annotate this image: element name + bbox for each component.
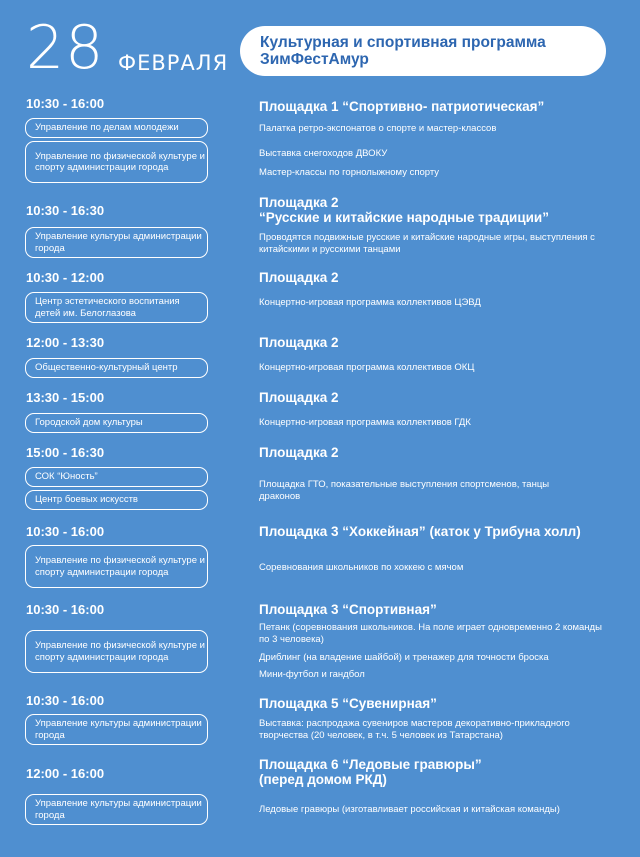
activity-item: Палатка ретро-экспонатов о спорте и мастер-классов <box>259 123 497 134</box>
activity-item: Мини-футбол и гандбол <box>259 669 365 680</box>
title-line-1: Культурная и спортивная программа <box>260 34 546 51</box>
activity-item: Выставка снегоходов ДВОКУ <box>259 148 388 159</box>
activity-item: Концертно-игровая программа коллективов ГДК <box>259 417 471 428</box>
venue-title-line-2: “Русские и китайские народные традиции” <box>259 210 549 225</box>
organizer-badge: СОК “Юность” <box>25 467 208 487</box>
organizer-badge: Центр боевых искусств <box>25 490 208 510</box>
venue-title: Площадка 5 “Сувенирная” <box>259 696 437 711</box>
activity-item: Концертно-игровая программа коллективов ЦЭВД <box>259 297 481 308</box>
organizer-badge: Городской дом культуры <box>25 413 208 433</box>
time-slot: 10:30 - 16:00 <box>26 96 105 111</box>
date-month: ФЕВРАЛЯ <box>118 51 229 75</box>
organizer-badge: Управление по физической культуре и спорту администрации города <box>25 630 208 673</box>
organizer-badge: Управление культуры администрации города <box>25 794 208 825</box>
time-slot: 10:30 - 16:00 <box>26 524 105 539</box>
organizer-badge: Управление по физической культуре и спорту администрации города <box>25 545 208 588</box>
activity-item: Проводятся подвижные русские и китайские народные игры, выступления с китайскими и русскими танцами <box>259 232 595 255</box>
title-banner <box>240 26 606 76</box>
title-line-2: ЗимФестАмур <box>260 51 369 68</box>
time-slot: 12:00 - 16:00 <box>26 766 105 781</box>
venue-title: Площадка 2 <box>259 445 339 460</box>
organizer-badge: Управление по физической культуре и спорту администрации города <box>25 141 208 183</box>
date-day: 28 <box>26 13 105 83</box>
venue-title: Площадка 2 <box>259 390 339 405</box>
organizer-badge: Управление культуры администрации города <box>25 714 208 745</box>
time-slot: 10:30 - 16:00 <box>26 602 105 617</box>
activity-item: Концертно-игровая программа коллективов ОКЦ <box>259 362 475 373</box>
activity-item: Выставка: распродажа сувениров мастеров декоративно-прикладного творчества (20 человек, в т.ч. 5 человек из Татарстана) <box>259 718 570 741</box>
time-slot: 10:30 - 16:00 <box>26 693 105 708</box>
venue-title-line-2: (перед домом РКД) <box>259 772 387 787</box>
activity-item: Ледовые гравюры (изготавливает российская и китайская команды) <box>259 804 560 815</box>
organizer-badge: Центр эстетического воспитания детей им. Белоглазова <box>25 292 208 323</box>
activity-item: Мастер-классы по горнолыжному спорту <box>259 167 440 178</box>
venue-title: Площадка 2 <box>259 335 339 350</box>
time-slot: 10:30 - 12:00 <box>26 270 105 285</box>
organizer-badge: Управление культуры администрации города <box>25 227 208 258</box>
organizer-badge: Общественно-культурный центр <box>25 358 208 378</box>
time-slot: 10:30 - 16:30 <box>26 203 105 218</box>
activity-item: Соревнования школьников по хоккею с мячом <box>259 562 464 573</box>
venue-title: Площадка 2 <box>259 270 339 285</box>
venue-title: Площадка 3 “Хоккейная” (каток у Трибуна холл) <box>259 524 581 539</box>
venue-title-line-1: Площадка 6 “Ледовые гравюры” <box>259 757 482 772</box>
venue-title: Площадка 3 “Спортивная” <box>259 602 437 617</box>
activity-item: Дриблинг (на владение шайбой) и тренажер для точности броска <box>259 652 549 663</box>
venue-title: Площадка 1 “Спортивно- патриотическая” <box>259 99 545 114</box>
organizer-badge: Управление по делам молодежи <box>25 118 208 138</box>
venue-title-line-1: Площадка 2 <box>259 195 339 210</box>
time-slot: 15:00 - 16:30 <box>26 445 105 460</box>
activity-item: Площадка ГТО, показательные выступления спортсменов, танцы драконов <box>259 479 550 502</box>
time-slot: 13:30 - 15:00 <box>26 390 105 405</box>
activity-item: Петанк (соревнования школьников. На поле играет одновременно 2 команды по 3 человека) <box>259 622 602 645</box>
time-slot: 12:00 - 13:30 <box>26 335 105 350</box>
